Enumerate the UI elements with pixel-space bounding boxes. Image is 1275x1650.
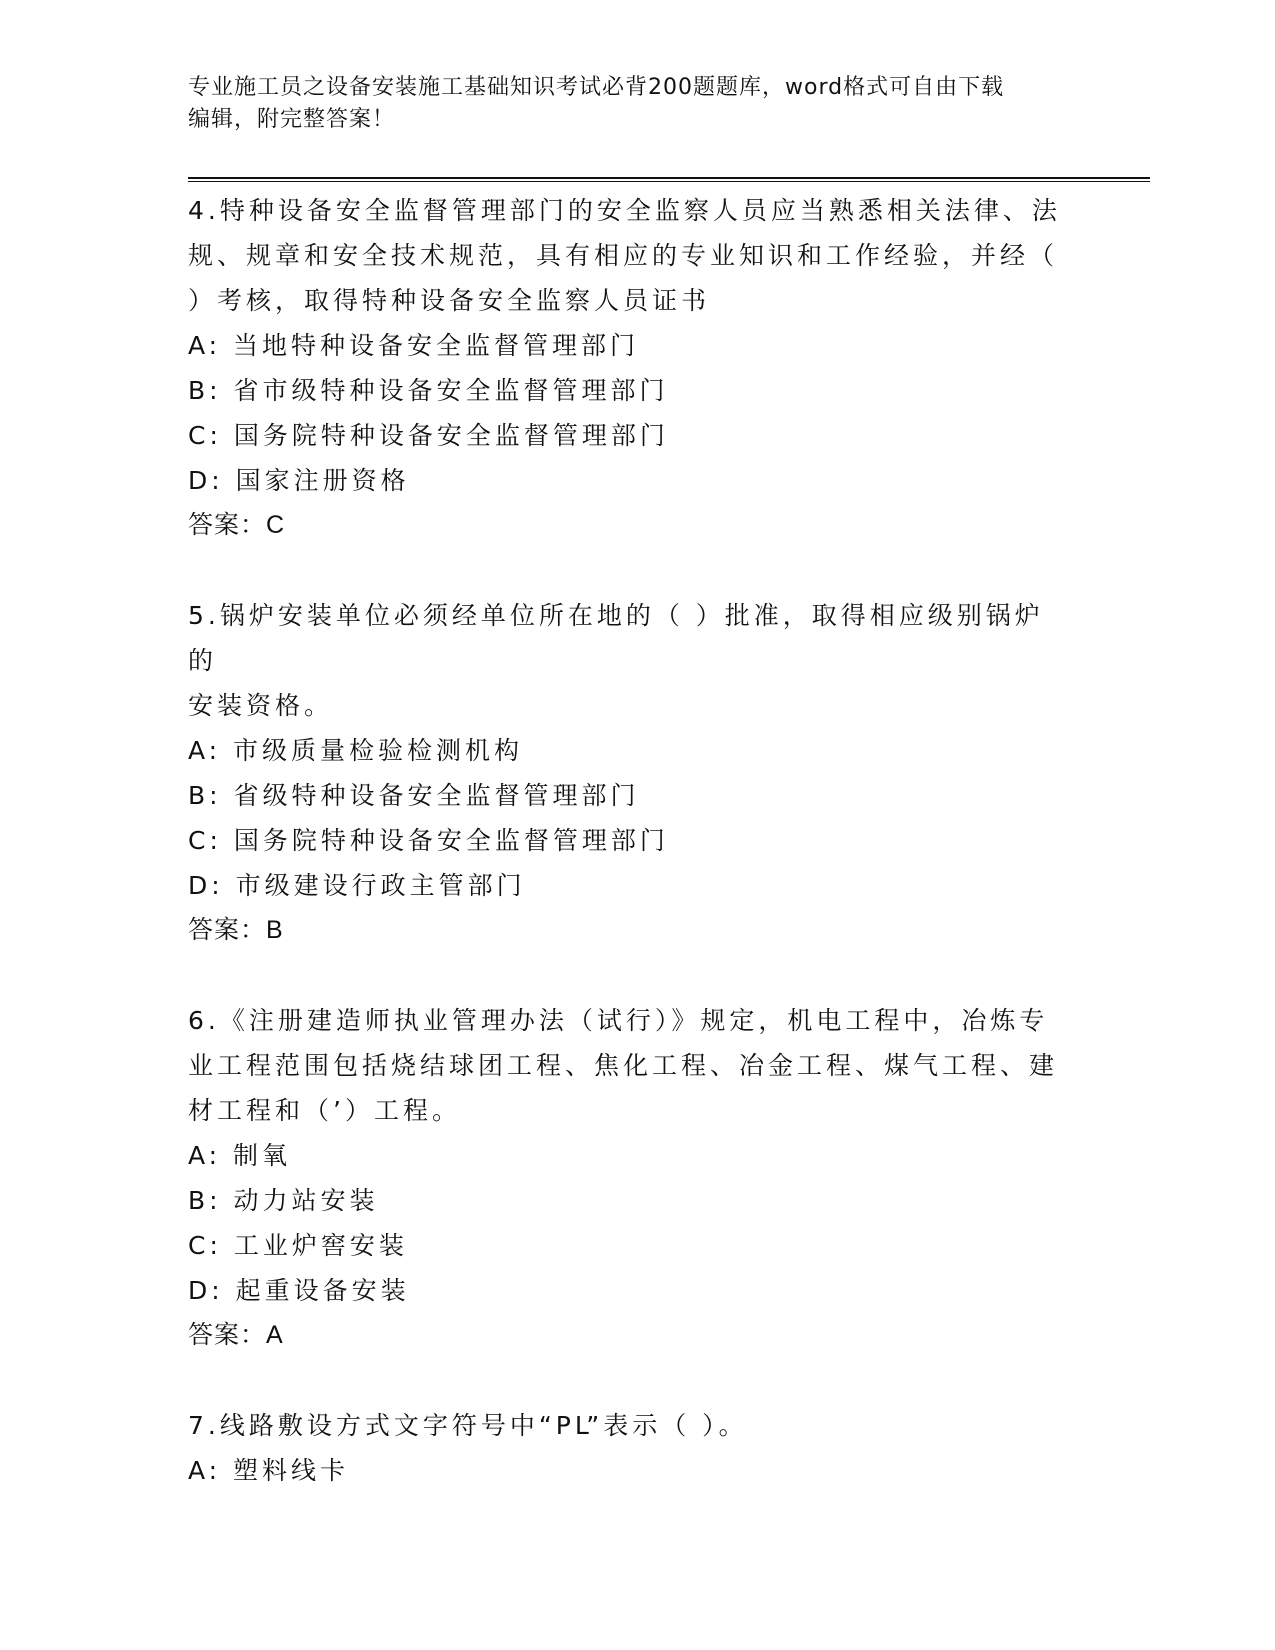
option-a: A: 市级质量检验检测机构 bbox=[188, 736, 524, 765]
question-text-line: 规、规章和安全技术规范，具有相应的专业知识和工作经验，并经（ bbox=[188, 241, 1059, 270]
question-list bbox=[188, 188, 1068, 1538]
question-text-line: 5.锅炉安装单位必须经单位所在地的（ ）批准，取得相应级别锅炉的 bbox=[188, 601, 1044, 675]
header-line-1: 专业施工员之设备安装施工基础知识考试必背200题题库，word格式可自由下载 bbox=[188, 75, 1005, 100]
question-text-line: 安装资格。 bbox=[188, 691, 334, 720]
option-d: D: 市级建设行政主管部门 bbox=[188, 871, 526, 900]
option-a: A: 塑料线卡 bbox=[188, 1456, 350, 1485]
option-b: B: 动力站安装 bbox=[188, 1186, 379, 1215]
question-text-line: 业工程范围包括烧结球团工程、焦化工程、冶金工程、煤气工程、建 bbox=[188, 1051, 1059, 1080]
answer-label: 答案：C bbox=[188, 511, 286, 539]
question-text-line: 6.《注册建造师执业管理办法（试行）》规定，机电工程中，冶炼专 bbox=[188, 1006, 1049, 1035]
answer-label: 答案：A bbox=[188, 1321, 284, 1349]
option-a: A: 当地特种设备安全监督管理部门 bbox=[188, 331, 640, 360]
question-text-line: ）考核，取得特种设备安全监察人员证书 bbox=[188, 286, 711, 315]
option-a: A: 制氧 bbox=[188, 1141, 292, 1170]
question-text-line: 4.特种设备安全监督管理部门的安全监察人员应当熟悉相关法律、法 bbox=[188, 196, 1061, 225]
option-d: D: 起重设备安装 bbox=[188, 1276, 410, 1305]
option-c: C: 国务院特种设备安全监督管理部门 bbox=[188, 826, 669, 855]
header-divider bbox=[188, 177, 1150, 179]
header-divider-thin bbox=[188, 181, 1150, 182]
option-c: C: 工业炉窖安装 bbox=[188, 1231, 408, 1260]
question-7 bbox=[188, 1403, 1068, 1493]
header-line-2: 编辑，附完整答案！ bbox=[188, 107, 396, 132]
question-5 bbox=[188, 593, 1068, 953]
question-text-line: 材工程和（’）工程。 bbox=[188, 1096, 461, 1125]
question-text-line: 7.线路敷设方式文字符号中“PL”表示（ ）。 bbox=[188, 1411, 748, 1440]
question-4 bbox=[188, 188, 1068, 548]
option-b: B: 省市级特种设备安全监督管理部门 bbox=[188, 376, 669, 405]
question-6 bbox=[188, 998, 1068, 1358]
document-header bbox=[188, 72, 1068, 136]
option-b: B: 省级特种设备安全监督管理部门 bbox=[188, 781, 640, 810]
answer-label: 答案：B bbox=[188, 916, 284, 944]
option-d: D: 国家注册资格 bbox=[188, 466, 410, 495]
option-c: C: 国务院特种设备安全监督管理部门 bbox=[188, 421, 669, 450]
